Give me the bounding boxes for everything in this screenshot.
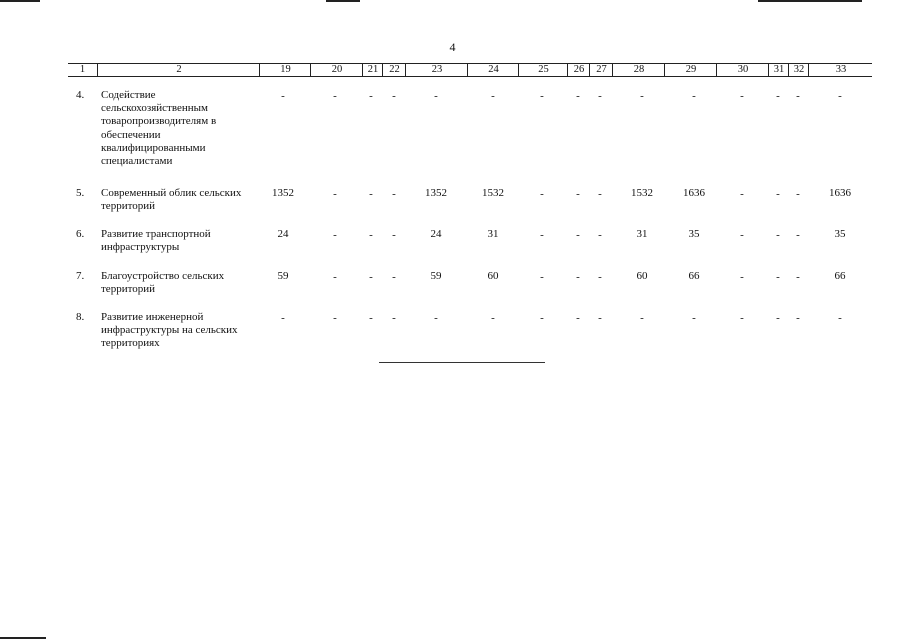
row-title-line: специалистами	[101, 155, 173, 167]
cell-col-28: 60	[636, 270, 648, 282]
cell-col-20: -	[333, 229, 337, 241]
cell-col-25: -	[540, 188, 544, 200]
row-title-line: обеспечении	[101, 128, 161, 141]
cell-col-29: -	[692, 312, 696, 324]
cell-col-31: -	[776, 312, 780, 324]
row-title-line: инфраструктуры	[101, 241, 180, 254]
cell-col-20: -	[333, 90, 337, 102]
cell-col-23: 59	[430, 270, 442, 282]
cell-col-23: 1352	[425, 187, 447, 199]
cell-col-29: -	[692, 90, 696, 102]
cell-col-33: 66	[834, 270, 846, 282]
header-col-28: 28	[612, 63, 665, 76]
header-col-25: 25	[518, 63, 568, 76]
cell-col-27: -	[598, 90, 602, 102]
cell-col-31: -	[776, 229, 780, 241]
cell-col-33: -	[838, 90, 842, 102]
cell-col-22: -	[392, 188, 396, 200]
cell-col-27: -	[598, 312, 602, 324]
cell-col-33: 35	[834, 228, 846, 240]
cell-col-32: -	[796, 90, 800, 102]
cell-col-32: -	[796, 229, 800, 241]
cell-col-25: -	[540, 312, 544, 324]
cell-col-24: 60	[487, 270, 499, 282]
row-number: 8.	[76, 311, 85, 323]
cell-col-21: -	[369, 229, 373, 241]
cell-col-24: 31	[487, 228, 499, 240]
cell-col-26: -	[576, 229, 580, 241]
cell-col-28: 1532	[631, 187, 653, 199]
cell-col-24: -	[491, 90, 495, 102]
row-number: 4.	[76, 89, 85, 101]
cell-col-21: -	[369, 188, 373, 200]
cell-col-28: 31	[636, 228, 648, 240]
scan-edge-top-right	[758, 0, 862, 2]
cell-col-30: -	[740, 90, 744, 102]
row-title-line: квалифицированными	[101, 141, 206, 154]
cell-col-26: -	[576, 90, 580, 102]
cell-col-32: -	[796, 188, 800, 200]
cell-col-31: -	[776, 188, 780, 200]
row-title-line: Развитие транспортной	[101, 228, 211, 240]
header-col-22: 22	[382, 63, 406, 76]
row-title-line: Благоустройство сельских	[101, 270, 225, 282]
cell-col-22: -	[392, 229, 396, 241]
row-title-line: Развитие инженерной	[101, 311, 204, 323]
cell-col-28: -	[640, 90, 644, 102]
cell-col-25: -	[540, 229, 544, 241]
cell-col-19: 59	[277, 270, 289, 282]
cell-col-21: -	[369, 312, 373, 324]
header-col-26: 26	[567, 63, 590, 76]
cell-col-31: -	[776, 90, 780, 102]
cell-col-33: -	[838, 312, 842, 324]
row-title-line: Современный облик сельских	[101, 187, 242, 199]
cell-col-22: -	[392, 90, 396, 102]
cell-col-20: -	[333, 271, 337, 283]
cell-col-22: -	[392, 312, 396, 324]
scan-edge-top-middle	[326, 0, 360, 2]
cell-col-20: -	[333, 188, 337, 200]
header-col-31: 31	[768, 63, 789, 76]
header-col-33: 33	[808, 63, 873, 76]
cell-col-32: -	[796, 312, 800, 324]
cell-col-29: 1636	[683, 187, 705, 199]
cell-col-19: 1352	[272, 187, 294, 199]
cell-col-33: 1636	[829, 187, 851, 199]
cell-col-30: -	[740, 229, 744, 241]
row-title-line: территориях	[101, 337, 160, 350]
row-title-line: товаропроизводителям в	[101, 115, 217, 128]
scan-edge-top-left	[0, 0, 40, 2]
cell-col-23: -	[434, 90, 438, 102]
cell-col-30: -	[740, 271, 744, 283]
header-col-32: 32	[788, 63, 809, 76]
cell-col-19: -	[281, 90, 285, 102]
cell-col-21: -	[369, 271, 373, 283]
header-col-23: 23	[405, 63, 468, 76]
cell-col-24: -	[491, 312, 495, 324]
page-number: 4	[449, 40, 456, 54]
cell-col-24: 1532	[482, 187, 504, 199]
header-col-30: 30	[716, 63, 769, 76]
header-col-21: 21	[362, 63, 383, 76]
end-rule	[379, 362, 545, 363]
cell-col-23: -	[434, 312, 438, 324]
cell-col-27: -	[598, 188, 602, 200]
cell-col-25: -	[540, 90, 544, 102]
row-number: 7.	[76, 270, 85, 282]
header-col-27: 27	[589, 63, 613, 76]
cell-col-19: 24	[277, 228, 289, 240]
cell-col-27: -	[598, 229, 602, 241]
cell-col-30: -	[740, 188, 744, 200]
cell-col-22: -	[392, 271, 396, 283]
row-title-line: территорий	[101, 200, 156, 213]
row-number: 5.	[76, 187, 85, 199]
cell-col-19: -	[281, 312, 285, 324]
row-title-line: сельскохозяйственным	[101, 102, 208, 115]
cell-col-26: -	[576, 188, 580, 200]
row-title-line: территорий	[101, 283, 156, 296]
header-col-19: 19	[259, 63, 311, 76]
column-number-header	[68, 63, 872, 77]
cell-col-27: -	[598, 271, 602, 283]
row-title-line: инфраструктуры на сельских	[101, 324, 238, 337]
cell-col-29: 66	[688, 270, 700, 282]
cell-col-20: -	[333, 312, 337, 324]
row-number: 6.	[76, 228, 85, 240]
cell-col-26: -	[576, 271, 580, 283]
header-col-24: 24	[467, 63, 519, 76]
cell-col-25: -	[540, 271, 544, 283]
header-col-20: 20	[310, 63, 363, 76]
row-title-line: Содействие	[101, 89, 156, 101]
cell-col-31: -	[776, 271, 780, 283]
cell-col-28: -	[640, 312, 644, 324]
header-col-1: 1	[79, 64, 86, 75]
cell-col-30: -	[740, 312, 744, 324]
header-col-2: 2	[97, 63, 260, 76]
scan-edge-bottom-left	[0, 637, 46, 639]
cell-col-29: 35	[688, 228, 700, 240]
cell-col-26: -	[576, 312, 580, 324]
cell-col-21: -	[369, 90, 373, 102]
header-col-29: 29	[664, 63, 717, 76]
cell-col-23: 24	[430, 228, 442, 240]
cell-col-32: -	[796, 271, 800, 283]
